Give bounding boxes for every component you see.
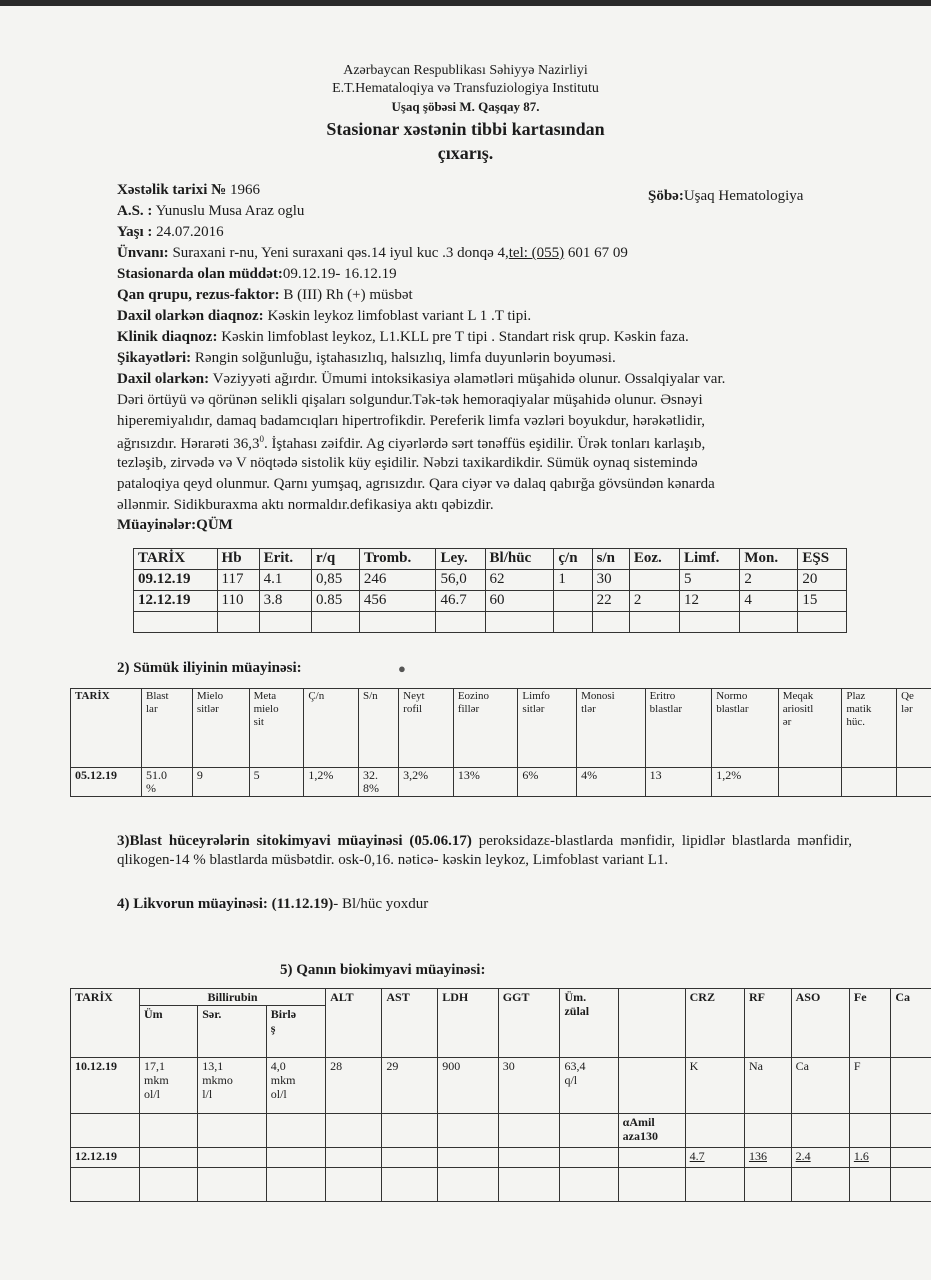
cbc-h-tromb: Tromb.	[359, 549, 436, 570]
bm-h-neyt: Neyt rofil	[399, 689, 454, 768]
document-title-2: çıxarış.	[437, 143, 494, 163]
table-cell: 3.8	[259, 591, 311, 612]
table-cell	[438, 1148, 499, 1168]
table-cell	[326, 1148, 382, 1168]
ministry-line: Azərbaycan Respublikası Səhiyyə Nazirliyi	[343, 63, 588, 78]
table-cell: 2	[629, 591, 679, 612]
table-cell	[140, 1114, 198, 1148]
table-cell: 10.12.19	[71, 1058, 140, 1114]
bm-h-cn: Ç/n	[304, 689, 359, 768]
table-cell	[198, 1114, 267, 1148]
table-cell: 9	[192, 768, 249, 797]
bio-h-rf: RF	[744, 989, 791, 1058]
table-cell	[842, 768, 897, 797]
table-cell	[798, 612, 847, 633]
table-cell	[485, 612, 554, 633]
table-cell: 13,1 mkmo l/l	[198, 1058, 267, 1114]
table-cell: 3,2%	[399, 768, 454, 797]
department-value: Uşaq Hematologiya	[683, 188, 804, 204]
table-cell	[140, 1148, 198, 1168]
table-cell: 22	[592, 591, 629, 612]
address-label: Ünvanı:	[117, 245, 169, 261]
clinical-dx-label: Klinik diaqnoz:	[117, 329, 218, 345]
table-cell: 09.12.19	[134, 570, 218, 591]
table-row	[71, 1168, 931, 1202]
table-cell	[71, 1168, 140, 1202]
table-cell	[891, 1148, 931, 1168]
table-cell	[685, 1168, 744, 1202]
table-cell	[326, 1114, 382, 1148]
bio-h-ast: AST	[382, 989, 438, 1058]
table-cell	[312, 612, 360, 633]
stay-label: Stasionarda olan müddət:	[117, 266, 283, 282]
phone-value: 601 67 09	[564, 245, 628, 261]
table-cell	[198, 1168, 267, 1202]
table-cell: 6%	[518, 768, 577, 797]
table-cell	[685, 1114, 744, 1148]
table-cell: 62	[485, 570, 554, 591]
status-line-6: pataloqiya qeyd olunmur. Qarnı yumşaq, agrısızdır. Qara ciyər və dalaq qabırğa gövsündən kənarda	[117, 476, 715, 492]
cbc-h-date: TARİX	[134, 549, 218, 570]
blood-group	[117, 287, 413, 304]
bio-h-ggt: GGT	[498, 989, 560, 1058]
table-cell: 56,0	[436, 570, 485, 591]
bio-h-free: Sər.	[198, 1006, 267, 1058]
table-cell: F	[849, 1058, 890, 1114]
institute-line: E.T.Hemataloqiya və Transfuziologiya Institutu	[332, 81, 599, 96]
patient-age	[117, 224, 224, 241]
name-value: Yunuslu Musa Araz oglu	[152, 203, 305, 219]
blood-label: Qan qrupu, rezus-faktor:	[117, 287, 280, 303]
table-row	[134, 570, 847, 591]
table-cell	[382, 1168, 438, 1202]
bone-marrow-table	[70, 688, 931, 797]
history-number	[117, 182, 260, 199]
bio-header-row-1	[71, 989, 931, 1006]
table-cell: 5	[249, 768, 304, 797]
table-cell: Ca	[791, 1058, 849, 1114]
patient-name	[117, 203, 304, 220]
bm-h-sn: S/n	[358, 689, 398, 768]
bone-marrow-heading: 2) Sümük iliyinin müayinəsi:	[117, 660, 302, 676]
table-cell: 4%	[577, 768, 646, 797]
document-title: Stasionar xəstənin tibbi kartasından	[326, 119, 605, 139]
table-cell	[217, 612, 259, 633]
address-value: Suraxani r-nu, Yeni suraxani qəs.14 iyul kuc .3 donqə 4,	[168, 245, 509, 261]
table-cell	[891, 1058, 931, 1114]
table-cell	[744, 1114, 791, 1148]
bm-h-qe: Qe lər	[897, 689, 931, 768]
table-cell: 12.12.19	[134, 591, 218, 612]
patient-address	[117, 245, 628, 262]
bm-h-date: TARİX	[71, 689, 142, 768]
bio-h-date: TARİX	[71, 989, 140, 1058]
table-cell	[679, 612, 739, 633]
bm-h-mielo: Mielo sitlər	[192, 689, 249, 768]
status-line-3: hiperemiyalıdır, damaq badamcıqları hipertrofikdir. Pereferik limfa vəzləri boyukdur, hərəkətlidir,	[117, 413, 705, 429]
name-label: A.S. :	[117, 203, 153, 219]
status-line-7: əllənmir. Sidikburaxma aktı normaldır.defikasiya aktı qəbizdir.	[117, 497, 494, 513]
table-row	[71, 768, 931, 797]
table-cell	[359, 612, 436, 633]
table-cell	[266, 1148, 325, 1168]
cbc-h-hb: Hb	[217, 549, 259, 570]
csf-label: 4) Likvorun müayinəsi	[117, 896, 263, 912]
bio-h-crz: CRZ	[685, 989, 744, 1058]
table-cell: 900	[438, 1058, 499, 1114]
table-cell	[629, 612, 679, 633]
table-cell	[778, 768, 842, 797]
table-cell: 456	[359, 591, 436, 612]
table-cell: K	[685, 1058, 744, 1114]
cbc-h-sn: s/n	[592, 549, 629, 570]
table-cell	[897, 768, 931, 797]
table-row	[71, 1058, 931, 1114]
biochem-heading: 5) Qanın biokimyavi müayinəsi:	[280, 962, 486, 978]
table-row	[134, 612, 847, 633]
table-cell: 4,0 mkm ol/l	[266, 1058, 325, 1114]
table-cell: 2.4	[791, 1148, 849, 1168]
cbc-h-ley: Ley.	[436, 549, 485, 570]
table-row	[134, 591, 847, 612]
table-cell	[266, 1168, 325, 1202]
table-cell	[382, 1148, 438, 1168]
table-cell: 117	[217, 570, 259, 591]
table-cell: 30	[498, 1058, 560, 1114]
table-cell	[891, 1114, 931, 1148]
table-cell: 12	[679, 591, 739, 612]
bio-h-fe: Fe	[849, 989, 890, 1058]
bio-h-direct: Birlə ş	[266, 1006, 325, 1058]
table-cell	[259, 612, 311, 633]
department-field	[648, 188, 803, 205]
bio-h-aso: ASO	[791, 989, 849, 1058]
exams-heading: Müayinələr:QÜM	[117, 517, 233, 533]
bm-h-meqak: Meqak ariositl ər	[778, 689, 842, 768]
table-cell	[71, 1114, 140, 1148]
admit-dx-value: Kəskin leykoz limfoblast variant L 1 .T tipi.	[263, 308, 532, 324]
table-cell	[891, 1168, 931, 1202]
bm-h-plaz: Plaz matik hüc.	[842, 689, 897, 768]
csf-text: - Bl/hüc yoxdur	[333, 896, 429, 912]
table-cell: 46.7	[436, 591, 485, 612]
csf-date: : (11.12.19)	[262, 896, 334, 912]
table-cell	[438, 1168, 499, 1202]
table-cell: 32. 8%	[358, 768, 398, 797]
clinical-diagnosis	[117, 329, 689, 346]
table-cell	[740, 612, 798, 633]
phone-link[interactable]: tel: (055)	[508, 245, 565, 261]
cbc-h-erit: Erit.	[259, 549, 311, 570]
cbc-table	[133, 548, 847, 633]
table-cell	[326, 1168, 382, 1202]
cbc-h-ess: EŞS	[798, 549, 847, 570]
table-cell: 4.7	[685, 1148, 744, 1168]
complaints	[117, 350, 616, 367]
table-cell	[438, 1114, 499, 1148]
cytochem-text: peroksidazε-blastlarda mənfidir, lipidlər blastlarda mənfidir, qlikogen-14 % blastlarda müsbətdir. osk-0,16. nəticə- kəskin leykoz, Limfoblast variant L1.	[117, 833, 852, 868]
biochem-table	[70, 988, 931, 1202]
table-cell	[592, 612, 629, 633]
cbc-header-row	[134, 549, 847, 570]
table-cell: 20	[798, 570, 847, 591]
age-label: Yaşı :	[117, 224, 153, 240]
blood-value: B (III) Rh (+) müsbət	[279, 287, 413, 303]
table-cell	[554, 612, 592, 633]
table-cell	[498, 1148, 560, 1168]
table-cell	[198, 1148, 267, 1168]
table-cell: 63,4 q/l	[560, 1058, 618, 1114]
table-cell: 110	[217, 591, 259, 612]
degree-sup: 0	[259, 434, 264, 444]
status-text-1: Vəziyyəti ağırdır. Ümumi intoksikasiya əlamətləri müşahidə olunur. Ossalqiyalar var.	[209, 371, 726, 387]
csf-section	[117, 896, 428, 913]
department-label: Şöbə:	[648, 188, 684, 204]
department-head-line: Uşaq şöbəsi M. Qaşqay 87.	[391, 99, 540, 114]
status-text-4a: ağrısızdır. Hərarəti 36,3	[117, 436, 260, 452]
status-line-5: tezləşib, zirvədə və V nöqtədə sistolik küy eşidilir. Nəbzi taxikardikdir. Sümük oynaq sistemində	[117, 455, 698, 471]
admit-dx-label: Daxil olarkən diaqnoz:	[117, 308, 264, 324]
bm-h-eozino: Eozino fillər	[453, 689, 518, 768]
cbc-h-blhuc: Bl/hüc	[485, 549, 554, 570]
table-cell	[554, 591, 592, 612]
cbc-h-rq: r/q	[312, 549, 360, 570]
table-cell: 1	[554, 570, 592, 591]
table-row	[71, 1114, 931, 1148]
cbc-h-limf: Limf.	[679, 549, 739, 570]
bm-h-eritro: Eritro blastlar	[645, 689, 712, 768]
bm-header-row	[71, 689, 931, 768]
table-cell: 1,2%	[304, 768, 359, 797]
table-cell: 13%	[453, 768, 518, 797]
admission-diagnosis	[117, 308, 531, 325]
table-row	[71, 1148, 931, 1168]
history-value: 1966	[226, 182, 260, 198]
stay-period	[117, 266, 397, 283]
cbc-h-eoz: Eoz.	[629, 549, 679, 570]
table-cell: 246	[359, 570, 436, 591]
table-cell: Na	[744, 1058, 791, 1114]
age-value: 24.07.2016	[152, 224, 224, 240]
scan-top-edge	[0, 0, 931, 6]
table-cell	[140, 1168, 198, 1202]
bio-h-total-protein: Üm. zülal	[560, 989, 618, 1058]
bm-h-monosit: Monosi tlər	[577, 689, 646, 768]
scan-speck-icon: ●	[398, 661, 406, 676]
table-cell	[791, 1114, 849, 1148]
bio-h-alt: ALT	[326, 989, 382, 1058]
table-cell	[618, 1058, 685, 1114]
table-cell	[436, 612, 485, 633]
bio-h-bilirubin: Billirubin	[140, 989, 326, 1006]
bm-h-limfo: Limfo sitlər	[518, 689, 577, 768]
complaints-value: Rəngin solğunluğu, iştahasızlıq, halsızlıq, limfa duyunlərin boyuməsi.	[191, 350, 616, 366]
table-cell: 0.85	[312, 591, 360, 612]
stay-value: 09.12.19- 16.12.19	[282, 266, 397, 282]
cytochem-label: 3)Blast hüceyrələrin sitokimyavi müayinəsi (05.06.17)	[117, 833, 472, 849]
table-cell	[266, 1114, 325, 1148]
table-cell	[744, 1168, 791, 1202]
table-cell	[560, 1168, 618, 1202]
cytochem-section	[117, 832, 852, 870]
table-cell	[382, 1114, 438, 1148]
table-cell: 0,85	[312, 570, 360, 591]
status-line-2: Dəri örtüyü və qörünən selikli qişaları solgundur.Tək-tək hemoraqiyalar müşahidə olunur. Əsnəyi	[117, 392, 703, 408]
cbc-h-mon: Mon.	[740, 549, 798, 570]
table-cell: 136	[744, 1148, 791, 1168]
table-cell	[498, 1114, 560, 1148]
bm-h-meta: Meta mielo sit	[249, 689, 304, 768]
bm-h-normo: Normo blastlar	[712, 689, 779, 768]
table-cell: 4	[740, 591, 798, 612]
table-cell	[618, 1148, 685, 1168]
table-cell	[560, 1148, 618, 1168]
table-cell: 5	[679, 570, 739, 591]
status-label: Daxil olarkən:	[117, 371, 210, 387]
table-cell	[629, 570, 679, 591]
table-cell: 29	[382, 1058, 438, 1114]
bio-h-ca: Ca	[891, 989, 931, 1058]
table-cell: 15	[798, 591, 847, 612]
clinical-dx-value: Kəskin limfoblast leykoz, L1.KLL pre T tipi . Standart risk qrup. Kəskin faza.	[217, 329, 689, 345]
table-cell	[618, 1168, 685, 1202]
table-cell: 30	[592, 570, 629, 591]
complaints-label: Şikayətləri:	[117, 350, 192, 366]
table-cell	[791, 1168, 849, 1202]
table-cell	[849, 1114, 890, 1148]
table-cell: 17,1 mkm ol/l	[140, 1058, 198, 1114]
table-cell: 05.12.19	[71, 768, 142, 797]
table-cell: 60	[485, 591, 554, 612]
status-line-4	[117, 434, 705, 453]
table-cell: 1.6	[849, 1148, 890, 1168]
bm-h-blast: Blast lar	[142, 689, 193, 768]
bio-h-blank	[618, 989, 685, 1058]
bio-h-ldh: LDH	[438, 989, 499, 1058]
table-cell: 28	[326, 1058, 382, 1114]
table-cell: 51.0 %	[142, 768, 193, 797]
table-cell: 12.12.19	[71, 1148, 140, 1168]
history-label: Xəstəlik tarixi №	[117, 182, 227, 198]
table-cell: 4.1	[259, 570, 311, 591]
table-cell: 2	[740, 570, 798, 591]
status-line-1	[117, 371, 725, 388]
table-cell	[134, 612, 218, 633]
table-cell	[849, 1168, 890, 1202]
amylase-cell: αAmil aza130	[618, 1114, 685, 1148]
table-cell: 1,2%	[712, 768, 779, 797]
table-cell	[560, 1114, 618, 1148]
bio-h-total: Üm	[140, 1006, 198, 1058]
table-cell	[498, 1168, 560, 1202]
cbc-h-cn: ç/n	[554, 549, 592, 570]
status-text-4b: . İştahası zəifdir. Ag ciyərlərdə sərt tənəffüs eşidilir. Ürək tonları karlaşıb,	[263, 436, 706, 452]
table-cell: 13	[645, 768, 712, 797]
